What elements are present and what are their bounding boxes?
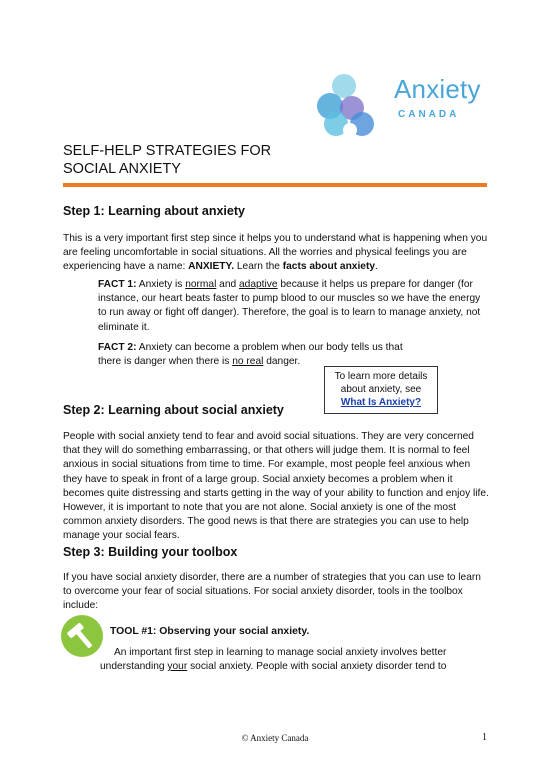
step2-body: People with social anxiety tend to fear and avoid social situations. They are very concerned that they will do something embarrassing, or that others will judge them. It is normal to feel anxious in social situations from time to time. For example, most people feel anxious when they have to speak in front of a large group. Social anxiety becomes a problem when it becomes quite distressing and starts getting in the way of your ability to function and enjoy life. However, it is important to note that you are not alone. Social anxiety is one of the most common anxiety disorders. The good news is that there are strategies you can use to help manage your social fears.	[63, 431, 489, 542]
step3-heading: Step 3: Building your toolbox	[63, 545, 238, 559]
step1-intro-bold-anxiety: ANXIETY.	[188, 261, 235, 273]
fact-1-adaptive: adaptive	[239, 279, 278, 290]
step1-intro-text: This is a very important first step since it helps you to understand what is happening when you are feeling uncomfortable in social situations. All the worries and physical feelings you are experiencing have a name:	[63, 233, 488, 273]
logo-subtitle: CANADA	[398, 109, 460, 120]
step1-intro-bold-facts: facts about anxiety	[282, 261, 376, 273]
step1-heading: Step 1: Learning about anxiety	[63, 204, 245, 218]
logo-wordmark: Anxiety	[394, 74, 481, 104]
tool-1-title: TOOL #1: Observing your social anxiety.	[110, 626, 310, 637]
what-is-anxiety-link[interactable]: What Is Anxiety?	[340, 397, 422, 408]
footer-copyright: © Anxiety Canada	[241, 733, 309, 743]
fact-2-label: FACT 2:	[98, 342, 137, 353]
fact-2-no-real: no real	[232, 356, 264, 368]
fact-1-text-c: because it helps us prepare for danger (for instance, our heart beats faster to pump blood to our muscles so we have the energy to run away or fight off danger). Therefore, the goal is to learn to manage anxiety, not eliminate it.	[98, 279, 481, 333]
fact-2-text-a: Anxiety can become a problem when our body tells us that there is danger when there is	[98, 342, 403, 368]
fact-2-text-b: danger.	[263, 356, 301, 368]
step3-body: If you have social anxiety disorder, there are a number of strategies that you can use to learn to overcome your fear of social situations. For social anxiety disorder, tools in the toolbox include:	[63, 572, 481, 612]
page-title	[63, 142, 271, 178]
step1-intro-text-2: Learn the	[234, 261, 283, 273]
fact-1	[98, 278, 490, 335]
learn-more-callout	[324, 366, 438, 414]
fact-1-text-a: Anxiety is	[136, 279, 186, 290]
tool-1-text-b: social anxiety. People with social anxiety disorder tend to	[187, 661, 447, 673]
step1-intro	[63, 232, 489, 275]
step1-intro-text-3: .	[375, 261, 378, 273]
callout-text: To learn more details about anxiety, see	[334, 371, 428, 395]
tool-1-your: your	[167, 661, 188, 673]
title-line-2: SOCIAL ANXIETY	[63, 161, 181, 177]
anxiety-canada-logo	[316, 72, 492, 142]
fact-1-normal: normal	[185, 279, 217, 290]
fact-1-label: FACT 1:	[98, 279, 137, 290]
step2-heading: Step 2: Learning about social anxiety	[63, 403, 284, 417]
title-line-1: SELF-HELP STRATEGIES FOR	[63, 143, 272, 159]
page-number: 1	[482, 732, 487, 743]
fact-1-text-b: and	[216, 279, 240, 290]
tool-1-text-a: An important first step in learning to manage social anxiety involves better understanding	[100, 647, 447, 673]
logo-mark-icon	[316, 72, 386, 138]
title-divider	[63, 183, 487, 187]
hammer-icon	[60, 614, 104, 658]
tool-1-body	[100, 646, 492, 674]
